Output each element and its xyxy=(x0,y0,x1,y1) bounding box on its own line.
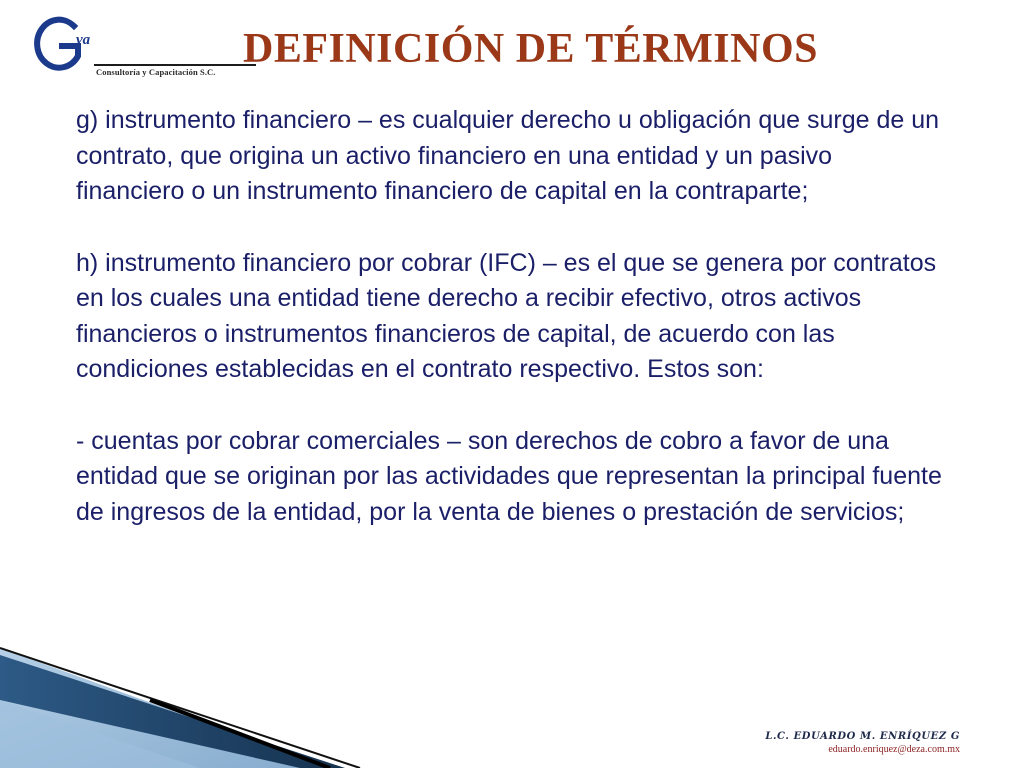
logo-tagline: Consultoría y Capacitación S.C. xyxy=(96,67,216,77)
company-logo xyxy=(22,10,242,80)
paragraph-cuentas-por-cobrar: - cuentas por cobrar comerciales – son derechos de cobro a favor de una entidad que se originan por las actividades que representan la principal fuente de ingresos de la entidad, por la venta de bienes o prestación de servicios; xyxy=(76,426,942,526)
paragraph-instrumento-por-cobrar: h) instrumento financiero por cobrar (IFC) – es el que se genera por contratos en los cuales una entidad tiene derecho a recibir efectivo, otros activos financieros o instrumentos financieros de capital, de acuerdo con las condiciones establecidas en el contrato respectivo. Estos son: xyxy=(76,248,937,383)
logo-rule xyxy=(94,64,256,66)
logo-letters: va xyxy=(76,32,91,48)
slide-body xyxy=(76,103,946,530)
footer xyxy=(765,731,960,755)
footer-email: eduardo.enriquez@deza.com.mx xyxy=(828,744,960,755)
paragraph-instrumento-financiero: g) instrumento financiero – es cualquier derecho u obligación que surge de un contrato, que origina un activo financiero en una entidad y un pasivo financiero o un instrumento financiero de capital en la contraparte; xyxy=(76,106,940,205)
slide-title: DEFINICIÓN DE TÉRMINOS xyxy=(243,26,818,72)
footer-author: L.C. EDUARDO M. ENRÍQUEZ G xyxy=(765,731,960,742)
